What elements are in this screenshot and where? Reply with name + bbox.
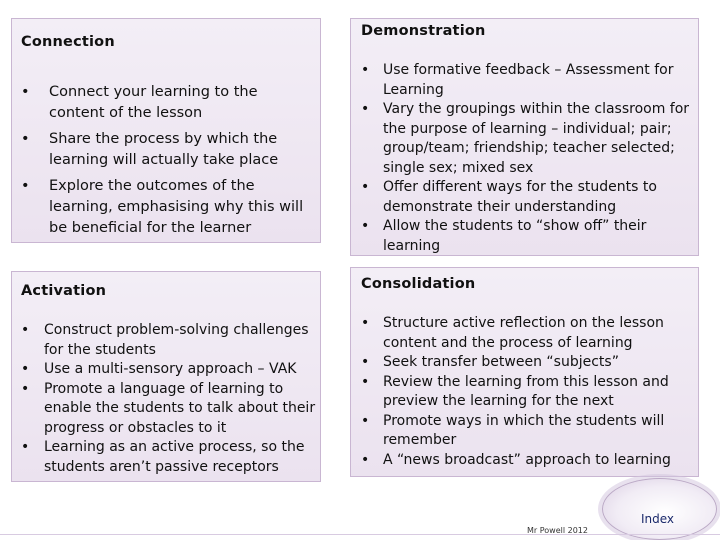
list-item: • Share the process by which the learning will actually take place [21,131,279,168]
index-button[interactable] [602,478,717,540]
list-item: • Connect your learning to the content of the lesson [21,84,258,121]
bullet-icon: • [21,439,30,455]
list-item: • Offer different ways for the students to demonstrate their understanding [361,179,657,215]
bullet-icon: • [361,354,370,370]
list-item: • Promote ways in which the students will remember [361,412,665,448]
list-item: • Learning as an active process, so the students aren’t passive receptors [21,439,305,475]
activation-list [21,321,319,477]
activation-panel [11,271,321,482]
bullet-icon: • [361,373,370,390]
bullet-icon: • [361,218,370,234]
list-item: • Vary the groupings within the classroom for the purpose of learning – individual; pair; group/team; friendship; teacher selected; single sex; mixed sex [361,101,690,176]
bullet-icon: • [21,131,30,147]
demonstration-panel [350,18,699,256]
list-item: • Review the learning from this lesson and preview the learning for the next [361,373,669,409]
demonstration-title: Demonstration [361,23,486,39]
bullet-icon: • [21,380,30,397]
bullet-icon: • [21,361,30,377]
index-label: Index [641,512,675,526]
list-item: • Use a multi-sensory approach – VAK [21,360,319,380]
bullet-icon: • [361,62,370,78]
bullet-icon: • [21,322,30,338]
list-item: • Use formative feedback – Assessment for Learning [361,62,674,98]
bullet-icon: • [361,412,370,429]
list-item: • Promote a language of learning to enable the students to talk about their progress or obstacles to it [21,380,316,436]
activation-title: Activation [21,283,107,299]
bullet-icon: • [21,178,30,194]
bullet-icon: • [361,179,370,195]
bottom-divider [0,534,720,535]
list-item: • Allow the students to “show off” their learning [361,218,647,254]
connection-list [21,82,317,244]
list-item: • Structure active reflection on the lesson content and the process of learning [361,315,664,351]
consolidation-list [361,314,693,470]
connection-title: Connection [21,34,115,50]
connection-panel [11,18,321,243]
list-item: • Construct problem-solving challenges for the students [21,322,309,358]
bullet-icon: • [21,84,30,100]
bullet-icon: • [361,101,370,117]
consolidation-title: Consolidation [361,276,476,292]
bullet-icon: • [361,451,370,468]
author-credit: Mr Powell 2012 [527,526,588,535]
list-item: • Seek transfer between “subjects” [361,353,693,373]
bullet-icon: • [361,315,370,331]
list-item: • A “news broadcast” approach to learning [361,451,693,471]
list-item: • Explore the outcomes of the learning, emphasising why this will be beneficial for the learner [21,178,304,236]
consolidation-panel [350,267,699,477]
demonstration-list [361,61,693,256]
